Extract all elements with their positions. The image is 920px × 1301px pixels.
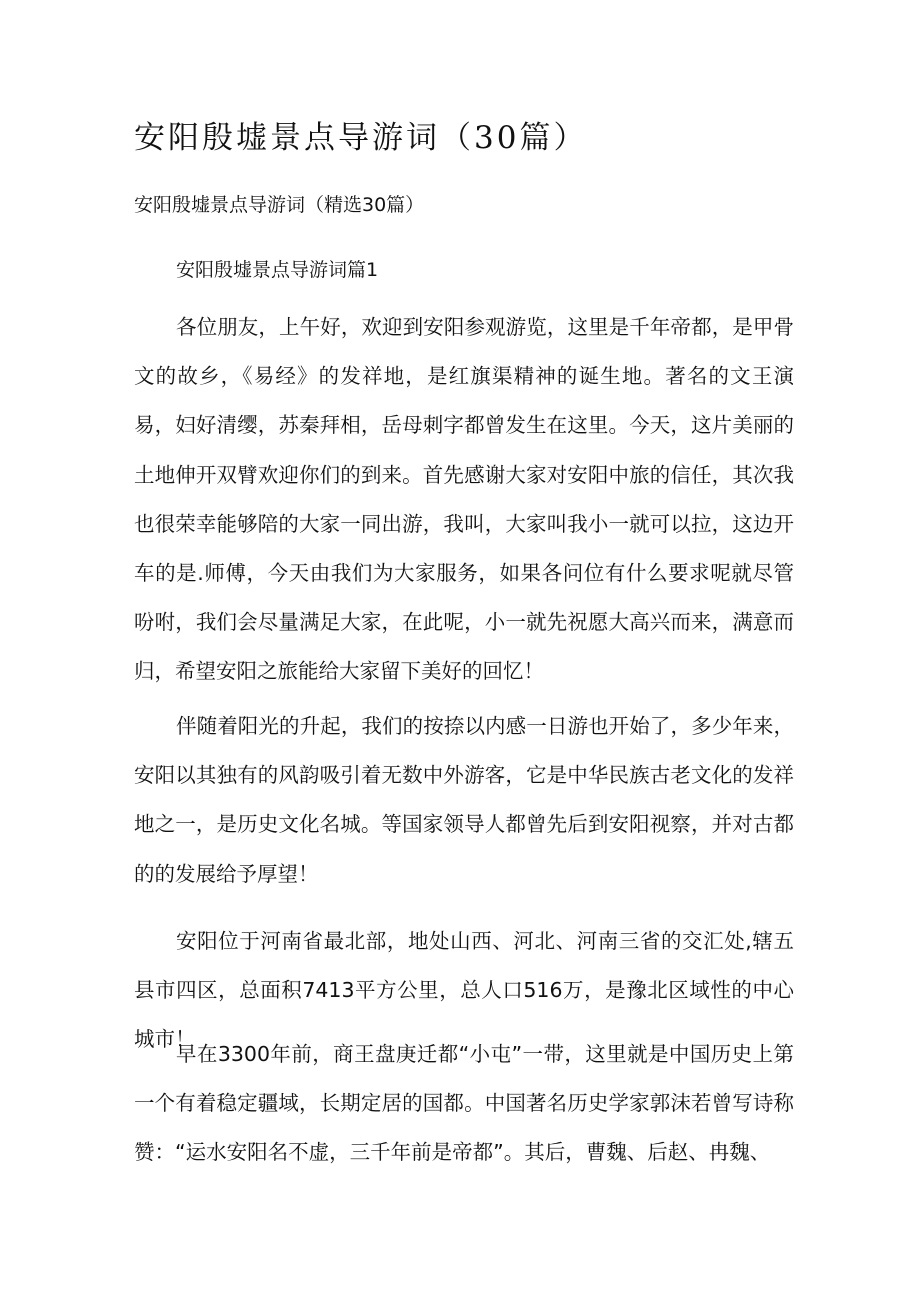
paragraph-welcome: 各位朋友，上午好，欢迎到安阳参观游览，这里是千年帝都，是甲骨文的故乡，《易经》的发祥地，是红旗渠精神的诞生地。著名的文王演易，妇好清缨，苏秦拜相，岳母刺字都曾发生在这里。今天，这片美丽的土地伸开双臂欢迎你们的到来。首先感谢大家对安阳中旅的信任，其次我也很荣幸能够陪的大家一同出游，我叫，大家叫我小一就可以拉，这边开车的是.师傅，今天由我们为大家服务，如果各问位有什么要求呢就尽管吩咐，我们会尽量满足大家，在此呢，小一就先祝愿大高兴而来，满意而归，希望安阳之旅能给大家留下美好的回忆！	[134, 315, 794, 684]
section-heading: 安阳殷墟景点导游词篇1	[176, 259, 379, 281]
paragraph-geography: 安阳位于河南省最北部，地处山西、河北、河南三省的交汇处,辖五县市四区，总面积7413平方公里，总人口516万，是豫北区域性的中心城市！	[134, 929, 794, 1052]
paragraph-ancient-capital: 早在3300年前，商王盘庚迁都“小屯”一带，这里就是中国历史上第一个有着稳定疆域，长期定居的国都。中国著名历史学家郭沫若曾写诗称赞：“运水安阳名不虚，三千年前是帝都”。其后，曹魏、后赵、冉魏、	[134, 1042, 794, 1165]
document-title: 安阳殷墟景点导游词（30篇）	[134, 120, 588, 156]
document-subtitle: 安阳殷墟景点导游词（精选30篇）	[134, 194, 425, 216]
paragraph-history: 伴随着阳光的升起，我们的按捺以内感一日游也开始了，多少年来，安阳以其独有的风韵吸引着无数中外游客，它是中华民族古老文化的发祥地之一，是历史文化名城。等国家领导人都曾先后到安阳视察，并对古都的的发展给予厚望！	[134, 714, 794, 886]
